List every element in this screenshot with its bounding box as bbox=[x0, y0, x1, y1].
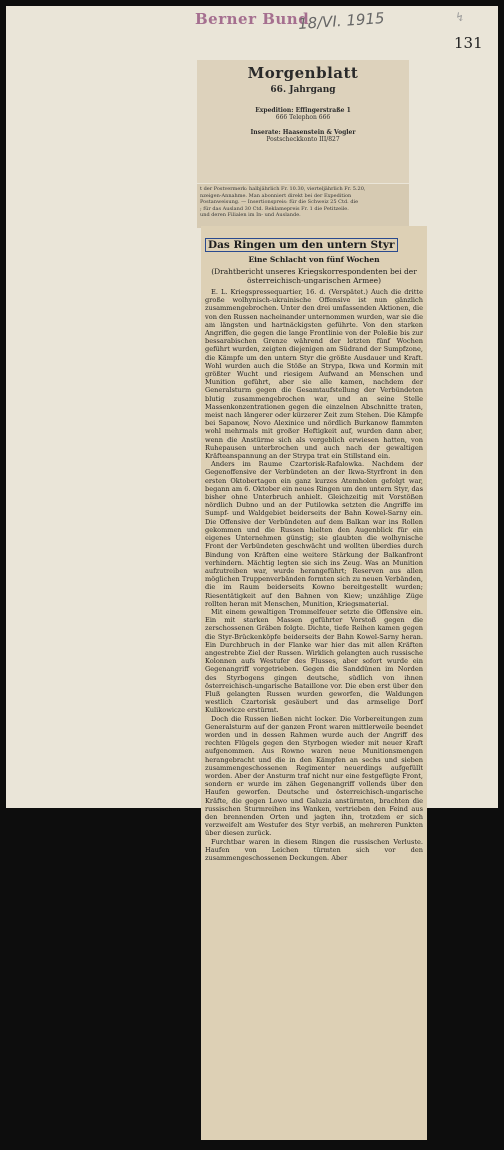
article-dateline-note: (Drahtbericht unseres Kriegskorrespondenten bei der österreichisch-ungarischen Armee) bbox=[211, 267, 417, 285]
masthead-title: Morgenblatt bbox=[247, 64, 359, 82]
archive-stamp: Berner Bund bbox=[195, 10, 310, 28]
handwritten-date: 18/VI. 1915 bbox=[297, 9, 386, 33]
masthead-year: 66. Jahrgang bbox=[270, 85, 336, 95]
notice-line: t der Postvermerk: halbjährlich Fr. 10.30, vierteljährlich Fr. 5.20, bbox=[200, 186, 366, 192]
masthead-line: Inserate: Haasenstein & Vogler bbox=[250, 129, 356, 136]
article-paragraph: Mit einem gewaltigen Trommelfeuer setzte die Offensive ein. Ein mit starken Massen geführter Vorstoß gegen die zerschossenen Gräben folgte. Dichte, tiefe Reihen kamen gegen die Styr-Brückenköpfe beiderseits der Bahn Kowel-Sarny heran. Ein Durchbruch in der Flanke war hier das mit allen Kräften angestrebte Ziel der Russen. Wirklich gelangten auch russische Kolonnen aufs Westufer des Flusses, aber sofort wurde ein Gegenangriff vorgetrieben. Gegen die Sanddünen im Norden des Styrbogens gingen deutsche, südlich von ihnen österreichisch-ungarische Bataillone vor. Die eben erst über den Fluß gelangten Russen wurden geworfen, die Waldungen westlich Czartorisk gesäubert und das armselige Dorf Kulikowicze erstürmt. bbox=[205, 607, 423, 715]
masthead-line: Postscheckkonto III/827 bbox=[266, 136, 340, 143]
newspaper-masthead bbox=[197, 60, 409, 183]
article-paragraph: Anders im Raume Czartorisk-Rafalowka. Nachdem der Gegenoffensive der Verbündeten an der Ikwa-Styrfront in den ersten Oktobertagen ein ganz kurzes Atemholen gefolgt war, begann am 6. Oktober ein neues Ringen um den untern Styr, das bisher ohne Unterbruch anhielt. Gleichzeitig mit Vorstößen nördlich Dubno und an der Putilowka setzten die Angriffe im Sumpf- und Waldgebiet beiderseits der Bahn Kowel-Sarny ein. Die Offensive der Verbündeten auf dem Balkan war ins Rollen gekommen und die Russen hielten den Augenblick für ein eigenes Unternehmen günstig; sie glaubten die wolhynische Front der Verbündeten geschwächt und wollten überdies durch Bindung von Kräften eine weitere Stärkung der Balkanfront verhindern. Mächtig legten sie sich ins Zeug. Was an Munition aufzutreiben war, wurde herangeführt; Reserven aus allen möglichen Truppenverbänden formten sich zu neuen Verbänden, die im Raum beiderseits Kowno bereitgestellt wurden; Riesentätigkeit auf den Bahnen von Kiew; unzählige Züge rollten heran mit Menschen, Munition, Kriegsmaterial. bbox=[205, 460, 423, 608]
article-headline: Das Ringen um den untern Styr bbox=[205, 238, 398, 252]
notice-line: nzeigen-Annahme. Man abonniert direkt bei der Expedition bbox=[200, 192, 352, 199]
page-number: 131 bbox=[454, 34, 483, 52]
notice-line: ; für das Ausland 30 Ctd. Reklamepreis Fr. 1 die Petitzeile. bbox=[200, 205, 349, 212]
notice-line: Postanweisung. — Insertionspreis: für die Schweiz 25 Ctd. die bbox=[200, 199, 359, 205]
subscription-notice bbox=[197, 184, 409, 228]
masthead-line: 666 Telephon 666 bbox=[275, 114, 331, 121]
pencil-mark-icon: ↯ bbox=[455, 10, 466, 24]
notice-line: und deren Filialen im In- und Auslande. bbox=[200, 212, 301, 218]
masthead-line: Expedition: Effingerstraße 1 bbox=[255, 107, 351, 114]
article-paragraph: E. L. Kriegspressequartier, 16. d. (Verspätet.) Auch die dritte große wolhynisch-ukrainische Offensive ist nun gänzlich zusammengebrochen. Unter den drei umfassenden Aktionen, die von den Russen nacheinander unternommen wurden, war sie die am längsten und hartnäckigsten geführte. Von den starken Angriffen, die gegen die lange Frontlinie von der Poleßie bis zur bessarabischen Grenze während der letzten fünf Wochen geführt wurden, zeigten diejenigen am Südrand der Sumpfzone, die Kämpfe um den untern Styr die größte Ausdauer und Kraft. Wohl wurden auch die Stöße an Strypa, Ikwa und Kormin mit größter Wucht und riesigem Aufwand an Menschen und Munition geführt, aber sie alle kamen, nachdem der Generalsturm gegen die Gesamtaufstellung der Verbündeten blutig zusammengebrochen war, und an seine Stelle Massenkonzentrationen gegen die einzelnen Abschnitte traten, meist nach längerer oder kürzerer Zeit zum Stehen. Die Kämpfe bei Sapanow, Novo Alexinice und nördlich Burkanow flammten wohl mehrmals mit großer Heftigkeit auf, wurden dann aber, wenn die Anstürme sich als vergeblich erwiesen hatten, von Ruhepausen unterbrochen und auch nach der gewaltigen Kräfteanspannung an der Strypa trat ein Stillstand ein. bbox=[205, 288, 423, 461]
article-paragraph: Doch die Russen ließen nicht locker. Die Vorbereitungen zum Generalsturm auf der ganzen Front waren mittlerweile beendet worden und in dessen Rahmen wurde auch der Angriff des rechten Flügels gegen den Styrbogen wieder mit neuer Kraft aufgenommen. Aus Rowno waren neue Munitionsmengen herangebracht und die in den Kämpfen an sechs und sieben zusammengeschossenen Regimenter neuerdings aufgefüllt worden. Aber der Ansturm traf nicht nur eine festgefügte Front, sondern er wurde im zähen Gegenangriff vollends über den Haufen geworfen. Deutsche und österreichisch-ungarische Kräfte, die gegen Lowo und Galuzia anstürmten, brachten die russischen Sturmreihen ins Wanken, vertrieben den Feind aus den brennenden Orten und jagten ihn, trotzdem er sich verzweifelt am Westufer des Styr verbiß, an mehreren Punkten über diesen zurück. bbox=[205, 714, 423, 838]
article-paragraph: Furchtbar waren in diesem Ringen die russischen Verluste. Haufen von Leichen türmten sich vor den zusammengeschossenen Deckungen. Aber bbox=[205, 837, 423, 863]
article-subhead: Eine Schlacht von fünf Wochen bbox=[248, 255, 380, 264]
article-body bbox=[205, 288, 423, 862]
newspaper-article bbox=[201, 226, 427, 1140]
